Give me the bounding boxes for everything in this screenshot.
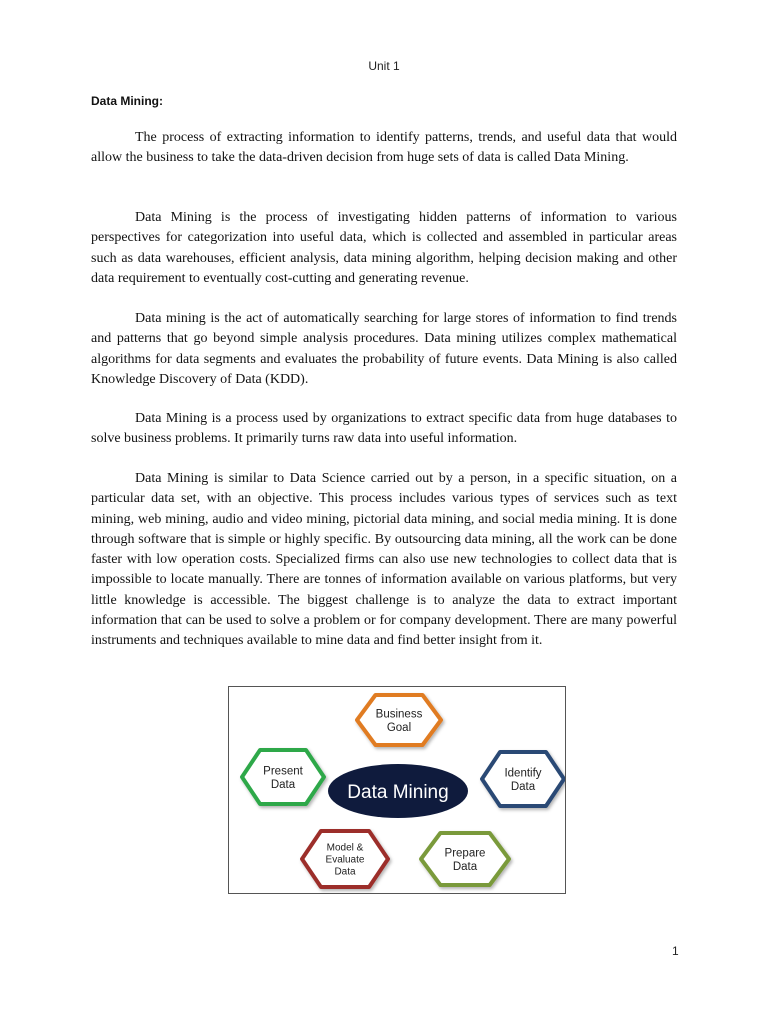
identify-data-label-line: Identify	[504, 767, 542, 780]
page-number: 1	[672, 944, 679, 958]
model-evaluate-data-label-line: Data	[334, 866, 356, 878]
business-goal-label-line: Business	[375, 708, 423, 721]
business-goal-label-line: Goal	[386, 721, 412, 734]
node-identify-data	[482, 752, 564, 806]
node-prepare-data	[421, 833, 509, 885]
prepare-data-label-line: Prepare	[444, 847, 486, 860]
node-business-goal	[357, 695, 441, 745]
paragraph-5: Data Mining is similar to Data Science carried out by a person, in a specific situation, on a particular data set, with an objective. This process includes various types of services such as text mining, web mining, audio and video mining, pictorial data mining, and social media mining. It is done through software that is simple or highly specific. By outsourcing data mining, all the work can be done faster with low operation costs. Specialized firms can also use new technologies to collect data that is impossible to locate manually. There are tonnes of information available on various platforms, but very little knowledge is accessible. The biggest challenge is to analyze the data to extract important information that can be used to solve a problem or for company development. There are many powerful instruments and techniques available to mine data and find better insight from it.	[91, 471, 677, 649]
paragraph-3: Data mining is the act of automatically searching for large stores of information to find trends and patterns that go beyond simple analysis procedures. Data mining utilizes complex mathematical algorithms for data segments and evaluates the probability of future events. Data Mining is also called Knowledge Discovery of Data (KDD).	[91, 311, 677, 387]
diagram-canvas	[229, 687, 565, 893]
paragraph-4: Data Mining is a process used by organizations to extract specific data from huge databases to solve business problems. It primarily turns raw data into useful information.	[91, 411, 677, 447]
node-present-data	[242, 750, 324, 804]
section-heading: Data Mining:	[91, 94, 163, 108]
model-evaluate-data-label-line: Model &	[326, 842, 364, 854]
prepare-data-label-line: Data	[452, 860, 478, 873]
present-data-label-line: Data	[270, 778, 296, 791]
center-label: Data Mining	[347, 782, 449, 803]
data-mining-diagram	[228, 686, 566, 894]
present-data-label-line: Present	[263, 765, 303, 778]
node-model-evaluate-data	[302, 831, 388, 887]
paragraph-2: Data Mining is the process of investigating hidden patterns of information to various perspectives for categorization into useful data, which is collected and assembled in particular areas such as data warehouses, efficient analysis, data mining algorithm, helping decision making and other data requirement to eventually cost-cutting and generating revenue.	[91, 210, 677, 286]
model-evaluate-data-label-line: Evaluate	[325, 854, 365, 866]
paragraph-1: The process of extracting information to identify patterns, trends, and useful data that would allow the business to take the data-driven decision from huge sets of data is called Data Mining.	[91, 130, 677, 166]
identify-data-label-line: Data	[510, 780, 536, 793]
page-header: Unit 1	[368, 59, 400, 73]
